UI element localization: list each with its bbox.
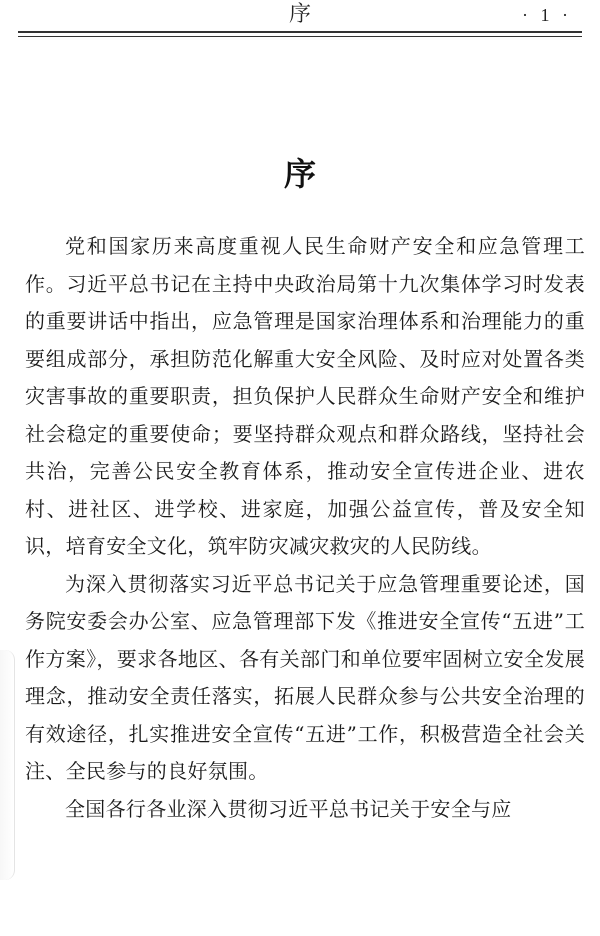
page-header	[0, 0, 600, 40]
body-text	[25, 228, 585, 828]
paragraph: 为深入贯彻落实习近平总书记关于应急管理重要论述，国务院安委会办公室、应急管理部下发《推进安全宣传“五进”工作方案》，要求各地区、各有关部门和单位要牢固树立安全发展理念，推动安全责任落实，拓展人民群众参与公共安全治理的有效途径，扎实推进安全宣传“五进”工作，积极营造全社会关注、全民参与的良好氛围。	[25, 571, 585, 783]
header-rule-thick	[18, 31, 582, 33]
header-rule-thin	[18, 36, 582, 37]
chapter-title: 序	[283, 155, 316, 193]
paragraph: 党和国家历来高度重视人民生命财产安全和应急管理工作。习近平总书记在主持中央政治局第十九次集体学习时发表的重要讲话中指出，应急管理是国家治理体系和治理能力的重要组成部分，承担防范化解重大安全风险、及时应对处置各类灾害事故的重要职责，担负保护人民群众生命财产安全和维护社会稳定的重要使命；要坚持群众观点和群众路线，坚持社会共治，完善公民安全教育体系，推动安全宣传进企业、进农村、进社区、进学校、进家庭，加强公益宣传，普及安全知识，培育安全文化，筑牢防灾减灾救灾的人民防线。	[25, 234, 585, 558]
paragraph: 全国各行各业深入贯彻习近平总书记关于安全与应	[65, 796, 512, 821]
page-number: · 1 ·	[522, 5, 572, 25]
running-title: 序	[288, 2, 311, 27]
page-edge-shadow	[0, 650, 15, 880]
